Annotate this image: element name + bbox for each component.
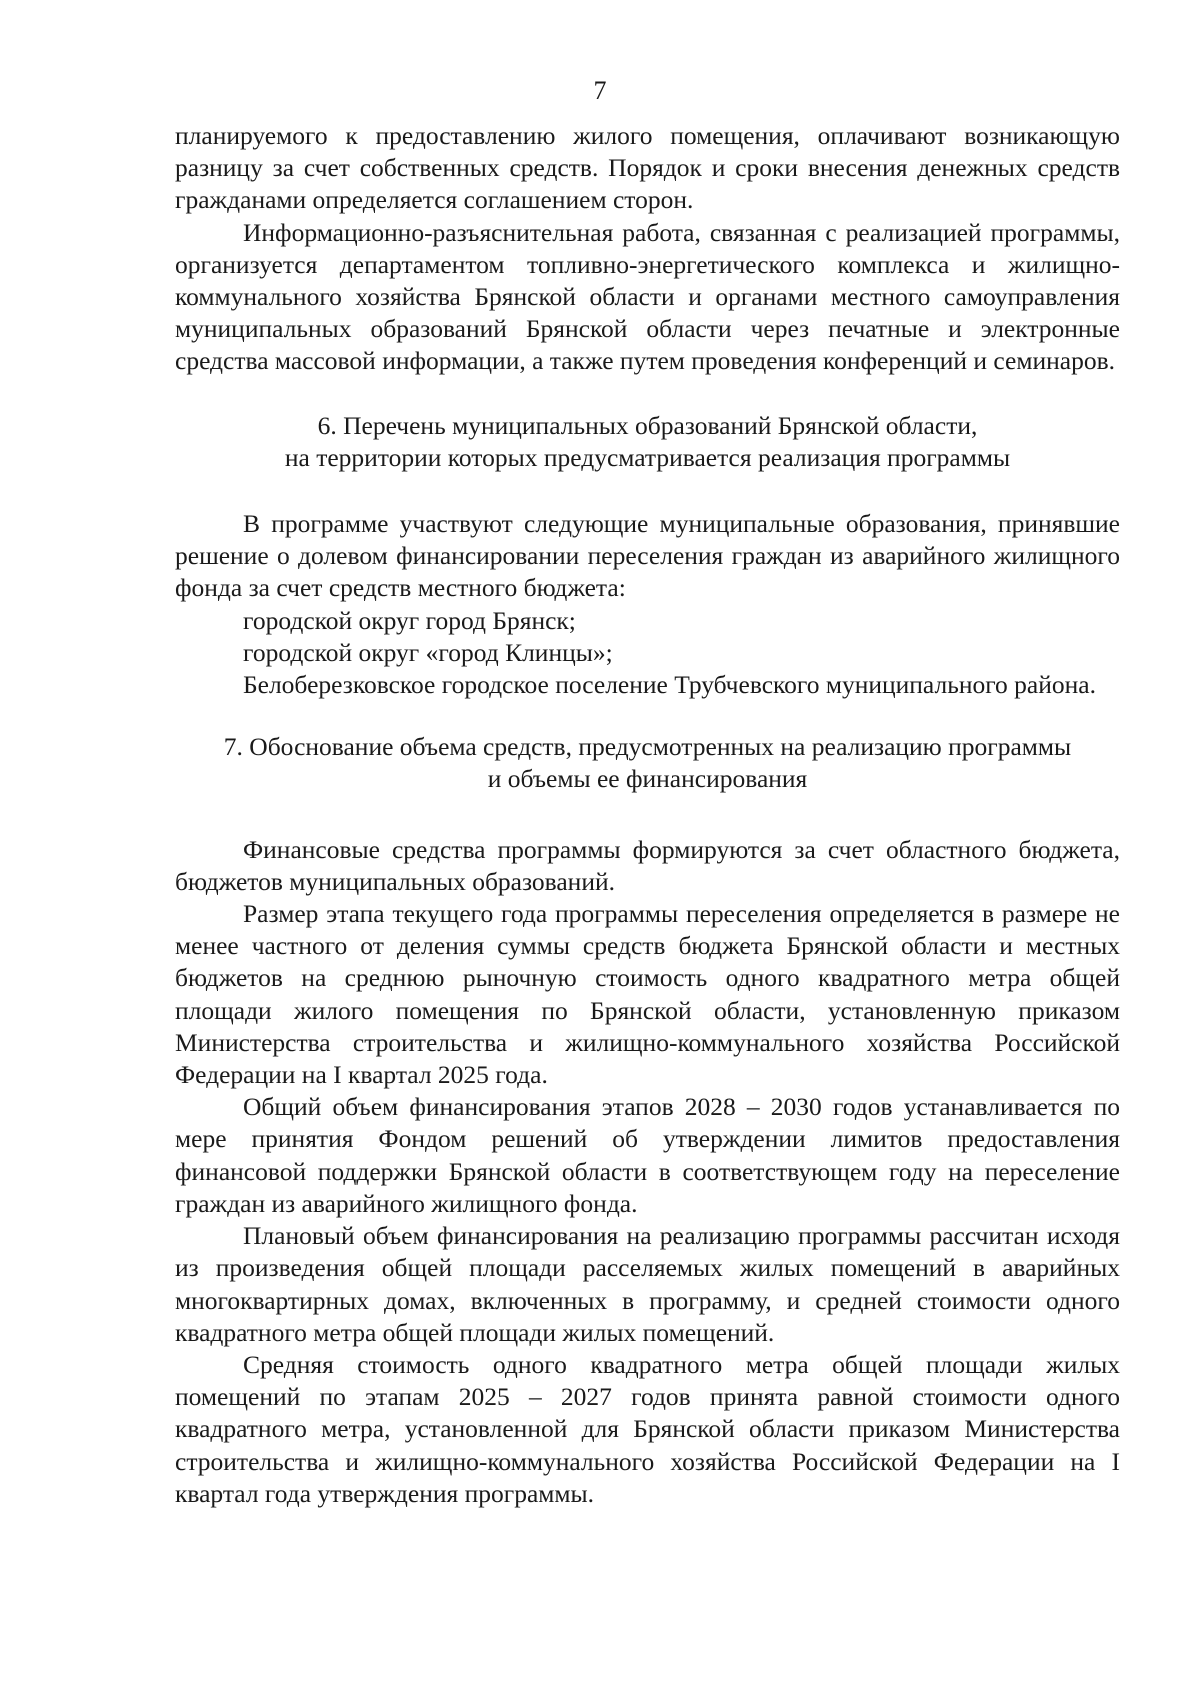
list-item-bryansk: городской округ город Брянск; <box>243 605 576 635</box>
section-7-paragraph-1: Финансовые средства программы формируются за счет областного бюджета, бюджетов муниципальных образований. <box>175 834 1120 896</box>
section-7-paragraph-3: Общий объем финансирования этапов 2028 – 2030 годов устанавливается по мере принятия Фондом решений об утверждении лимитов предоставления финансовой поддержки Брянской области в соответствующем году на переселение граждан из аварийного жилищного фонда. <box>175 1092 1120 1218</box>
spacer <box>175 378 1120 410</box>
section-7-heading-line2: и объемы ее финансирования <box>487 764 808 794</box>
spacer <box>175 701 1120 731</box>
spacer <box>175 796 1120 834</box>
spacer <box>175 474 1120 508</box>
section-7-heading-line1: 7. Обоснование объема средств, предусмотренных на реализацию программы <box>223 732 1072 762</box>
document-body <box>175 120 1120 1510</box>
list-item-beloberezkovskoe: Белоберезковское городское поселение Трубчевского муниципального района. <box>243 670 1096 700</box>
paragraph-info-work: Информационно-разъяснительная работа, связанная с реализацией программы, организуется департаментом топливно-энергетического комплекса и жилищно-коммунального хозяйства Брянской области и органами местного самоуправления муниципальных образований Брянской области через печатные и электронные средства массовой информации, а также путем проведения конференций и семинаров. <box>175 217 1120 376</box>
section-7-paragraph-2: Размер этапа текущего года программы переселения определяется в размере не менее частного от деления суммы средств бюджета Брянской области и местных бюджетов на среднюю рыночную стоимость одного квадратного метра общей площади жилого помещения по Брянской области, установленную приказом Министерства строительства и жилищно-коммунального хозяйства Российской Федерации на I квартал 2025 года. <box>175 899 1120 1090</box>
page-number: 7 <box>593 76 607 105</box>
section-6-heading-line1: 6. Перечень муниципальных образований Брянской области, <box>317 410 978 440</box>
paragraph-continuation: планируемого к предоставлению жилого помещения, оплачивают возникающую разницу за счет собственных средств. Порядок и сроки внесения денежных средств гражданами определяется соглашением сторон. <box>175 121 1120 215</box>
section-6-intro: В программе участвуют следующие муниципальные образования, принявшие решение о долевом финансировании переселения граждан из аварийного жилищного фонда за счет средств местного бюджета: <box>175 509 1120 603</box>
section-7-paragraph-4: Плановый объем финансирования на реализацию программы рассчитан исходя из произведения общей площади расселяемых жилых помещений в аварийных многоквартирных домах, включенных в программу, и средней стоимости одного квадратного метра общей площади жилых помещений. <box>175 1221 1120 1347</box>
section-7-paragraph-5: Средняя стоимость одного квадратного метра общей площади жилых помещений по этапам 2025 – 2027 годов принята равной стоимости одного квадратного метра, установленной для Брянской области приказом Министерства строительства и жилищно-коммунального хозяйства Российской Федерации на I квартал года утверждения программы. <box>175 1349 1120 1508</box>
list-item-klintsy: городской округ «город Клинцы»; <box>243 637 613 667</box>
section-6-heading-line2: на территории которых предусматривается реализация программы <box>284 442 1011 472</box>
